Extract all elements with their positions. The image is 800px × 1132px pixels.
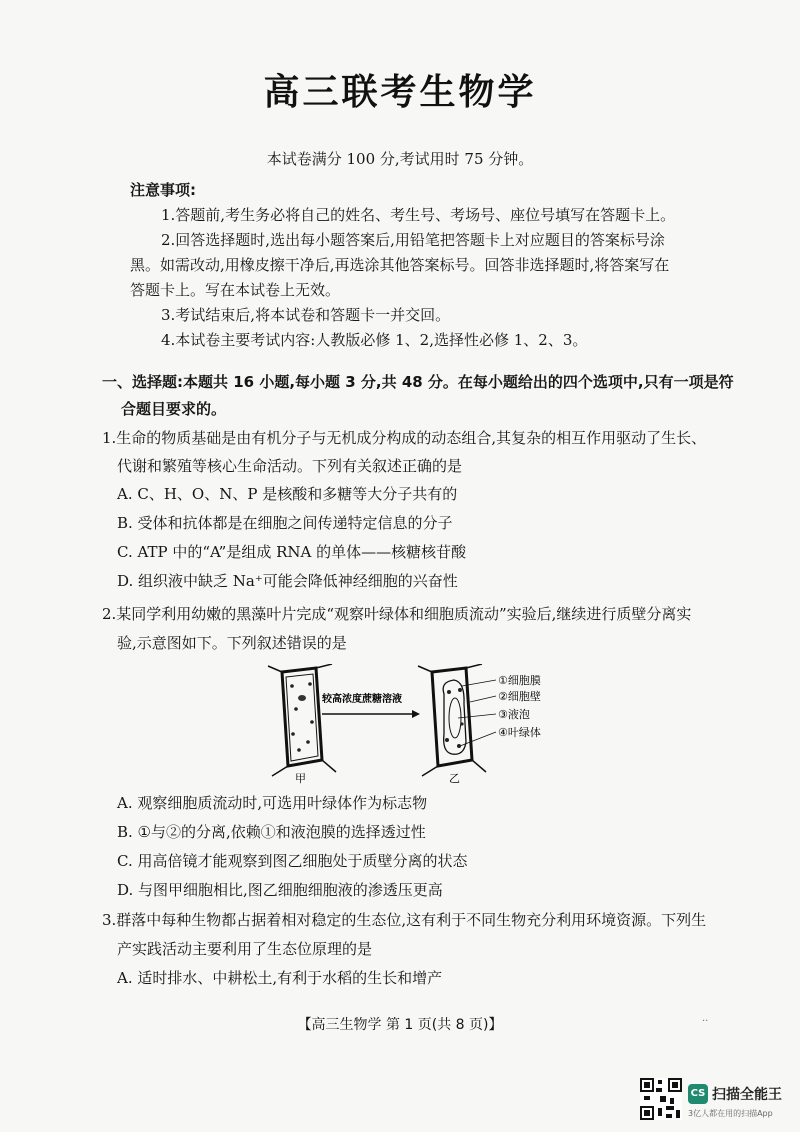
- question-2-option-d: D. 与图甲细胞相比,图乙细胞细胞液的渗透压更高: [117, 881, 443, 899]
- legend-wall: ②细胞壁: [498, 690, 541, 703]
- arrow-label: 较高浓度蔗糖溶液: [322, 694, 402, 705]
- footer-mark: ··: [702, 1016, 709, 1027]
- notes-line: 2.回答选择题时,选出每小题答案后,用铅笔把答题卡上对应题目的答案标号涂: [161, 231, 665, 249]
- question-1-option-b: B. 受体和抗体都是在细胞之间传递特定信息的分子: [117, 514, 453, 532]
- question-1-option-d: D. 组织液中缺乏 Na⁺可能会降低神经细胞的兴奋性: [117, 572, 458, 590]
- question-2-option-a: A. 观察细胞质流动时,可选用叶绿体作为标志物: [117, 794, 428, 812]
- question-3-stem-cont: 产实践活动主要利用了生态位原理的是: [117, 940, 373, 958]
- cell-jia: [268, 664, 336, 776]
- question-1-option-a: A. C、H、O、N、P 是核酸和多糖等大分子共有的: [117, 485, 458, 503]
- notes-line: 3.考试结束后,将本试卷和答题卡一并交回。: [161, 306, 451, 324]
- notes-line: 1.答题前,考生务必将自己的姓名、考生号、考场号、座位号填写在答题卡上。: [161, 206, 676, 224]
- section-heading-cont: 合题目要求的。: [121, 400, 227, 418]
- page-title: 高三联考生物学: [263, 72, 537, 113]
- exam-subtitle: 本试卷满分 100 分,考试用时 75 分钟。: [266, 150, 534, 168]
- question-2-option-c: C. 用高倍镜才能观察到图乙细胞处于质壁分离的状态: [117, 852, 468, 870]
- notes-line: 4.本试卷主要考试内容:人教版必修 1、2,选择性必修 1、2、3。: [161, 331, 588, 349]
- qr-code-icon: [640, 1078, 682, 1120]
- page-footer: 【高三生物学 第 1 页(共 8 页)】: [297, 1017, 503, 1033]
- label-jia: 甲: [295, 773, 306, 785]
- leader-line: [470, 696, 496, 702]
- scanner-tagline: 3亿人都在用的扫描App: [688, 1109, 773, 1118]
- notes-line: 答题卡上。写在本试卷上无效。: [130, 281, 341, 299]
- question-3-stem: 3.群落中每种生物都占据着相对稳定的生态位,这有利于不同生物充分利用环境资源。下列生: [102, 911, 707, 929]
- question-1-stem: 1.生命的物质基础是由有机分子与无机成分构成的动态组合,其复杂的相互作用驱动了生长、: [102, 429, 707, 447]
- plasmolysis-diagram: [262, 664, 562, 786]
- legend-chloroplast: ④叶绿体: [498, 726, 541, 739]
- legend-membrane: ①细胞膜: [498, 674, 541, 687]
- notes-heading: 注意事项:: [130, 181, 196, 199]
- label-yi: 乙: [449, 773, 460, 785]
- question-2-stem-cont: 验,示意图如下。下列叙述错误的是: [117, 634, 347, 652]
- section-heading: 一、选择题:本题共 16 小题,每小题 3 分,共 48 分。在每小题给出的四个选项中,只有一项是符: [102, 373, 734, 391]
- question-2-stem: 2.某同学利用幼嫩的黑藻叶片完成“观察叶绿体和细胞质流动”实验后,继续进行质壁分离实: [102, 605, 692, 623]
- notes-line: 黑。如需改动,用橡皮擦干净后,再选涂其他答案标号。回答非选择题时,将答案写在: [130, 256, 670, 274]
- question-1-option-c: C. ATP 中的“A”是组成 RNA 的单体——核糖核苷酸: [117, 543, 467, 561]
- question-3-option-a: A. 适时排水、中耕松土,有利于水稻的生长和增产: [117, 969, 443, 987]
- question-2-option-b: B. ①与②的分离,依赖①和液泡膜的选择透过性: [117, 823, 426, 841]
- question-1-stem-cont: 代谢和繁殖等核心生命活动。下列有关叙述正确的是: [117, 457, 463, 475]
- legend-vacuole: ③液泡: [498, 708, 530, 721]
- arrow-head-icon: [412, 710, 420, 718]
- leader-line: [458, 714, 496, 718]
- scanner-app-name: 扫描全能王: [712, 1087, 782, 1103]
- scanner-logo-icon: CS: [688, 1084, 708, 1104]
- cell-yi: [418, 664, 486, 776]
